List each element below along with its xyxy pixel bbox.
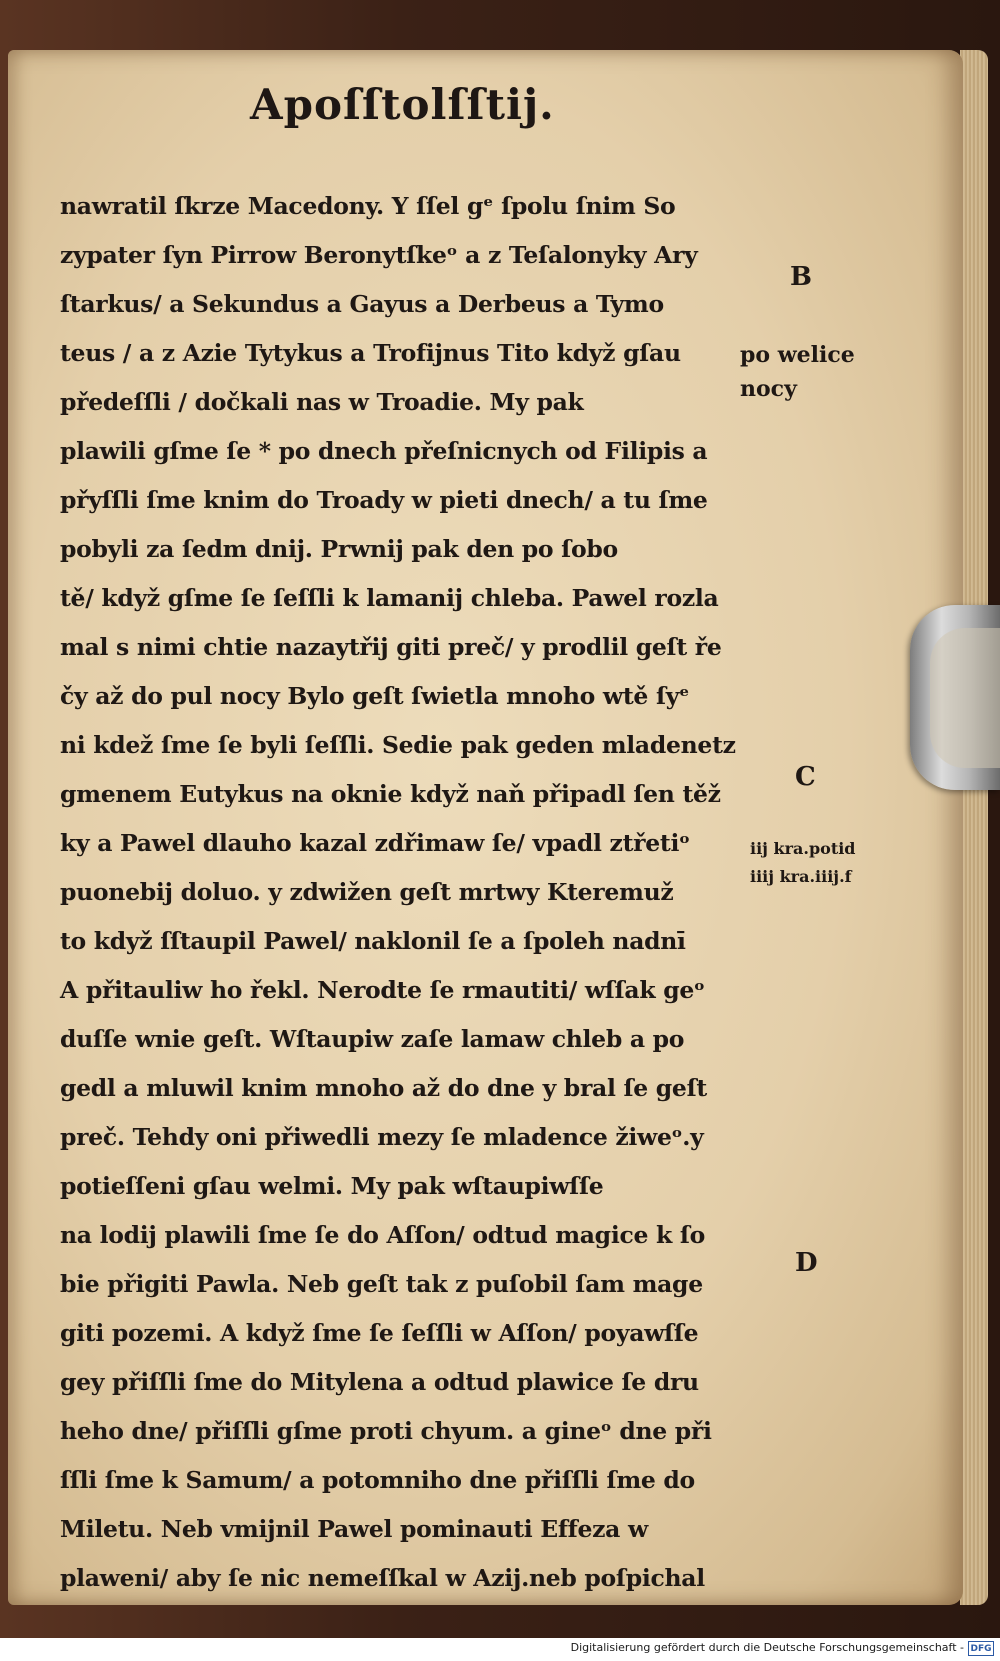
text-line: puonebij doluo. y zdwižen geſt mrtwy Kteremuž xyxy=(60,878,674,906)
text-line: to když ſſtaupil Pawel/ naklonil ſe a ſpoleh nadnī xyxy=(60,927,686,955)
margin-cross-reference xyxy=(750,835,855,891)
margin-note-line: nocy xyxy=(740,376,797,402)
text-line: Miletu. Neb vmijnil Pawel pominauti Effeza w xyxy=(60,1515,648,1543)
margin-ref-line: iiij kra.iiij.f xyxy=(750,867,852,886)
text-line: gey přiſſli ſme do Mitylena a odtud plawice ſe dru xyxy=(60,1368,699,1396)
text-line: přyſſli ſme knim do Troady w pieti dnech/ a tu ſme xyxy=(60,486,708,514)
text-line: preč. Tehdy oni přiwedli mezy ſe mladence žiweᵒ.y xyxy=(60,1123,704,1151)
running-headline: Apoſſtolſſtij. xyxy=(250,80,555,129)
text-line: ſtarkus/ a Sekundus a Gayus a Derbeus a Tymo xyxy=(60,290,664,318)
text-line: heho dne/ přiſſli gſme proti chyum. a gineᵒ dne při xyxy=(60,1417,712,1445)
text-line: zypater ſyn Pirrow Beronytſkeᵒ a z Teſalonyky Ary xyxy=(60,241,698,269)
text-line: giti pozemi. A když ſme ſe ſeſſli w Aſſon/ poyawſſe xyxy=(60,1319,699,1347)
margin-note-velice xyxy=(740,338,855,406)
text-line: plaweni/ aby ſe nic nemeſſkal w Azij.neb poſpichal xyxy=(60,1564,705,1592)
page-clip-shadow xyxy=(930,628,1000,768)
text-line: pobyli za ſedm dnij. Prwnij pak den po ſobo xyxy=(60,535,618,563)
margin-letter-c: C xyxy=(795,762,816,792)
text-line: tě/ když gſme ſe ſeſſli k lamanij chleba. Pawel rozla xyxy=(60,584,719,612)
page-edges xyxy=(960,50,988,1605)
text-line: bie přigiti Pawla. Neb geſt tak z puſobil ſam mage xyxy=(60,1270,703,1298)
text-line: předeſſli / dočkali nas w Troadie. My pak xyxy=(60,388,584,416)
text-line: gedl a mluwil knim mnoho až do dne y bral ſe geſt xyxy=(60,1074,707,1102)
text-line: ſſli ſme k Samum/ a potomniho dne přiſſli ſme do xyxy=(60,1466,695,1494)
text-line: teus / a z Azie Tytykus a Trofijnus Tito když gſau xyxy=(60,339,681,367)
margin-letter-d: D xyxy=(795,1248,818,1278)
text-line: potieſſeni gſau welmi. My pak wſtaupiwſſe xyxy=(60,1172,604,1200)
text-line: gmenem Eutykus na oknie když naň připadl ſen těž xyxy=(60,780,721,808)
text-line: duſſe wnie geſt. Wſtaupiw zaſe lamaw chleb a po xyxy=(60,1025,685,1053)
text-line: nawratil ſkrze Macedony. Y ſſel gᵉ ſpolu ſnim So xyxy=(60,192,676,220)
footer-bar xyxy=(0,1638,1000,1661)
margin-letter-b: B xyxy=(790,262,812,292)
text-line: na lodij plawili ſme ſe do Aſſon/ odtud magice k ſo xyxy=(60,1221,706,1249)
funding-credit: Digitalisierung gefördert durch die Deutsche Forschungsgemeinschaft - xyxy=(570,1641,964,1654)
body-text xyxy=(60,182,760,1603)
text-line: ni kdež ſme ſe byli ſeſſli. Sedie pak geden mladenetz xyxy=(60,731,736,759)
text-line: čy až do pul nocy Bylo geſt ſwietla mnoho wtě ſyᵉ xyxy=(60,682,690,710)
margin-ref-line: iij kra.potid xyxy=(750,839,856,858)
margin-note-line: po welice xyxy=(740,342,855,368)
text-line: plawili gſme ſe * po dnech přeſnicnych od Filipis a xyxy=(60,437,708,465)
text-line: ky a Pawel dlauho kazal zdřimaw ſe/ vpadl ztřetiᵒ xyxy=(60,829,690,857)
text-line: mal s nimi chtie nazaytřij giti preč/ y prodlil geſt ře xyxy=(60,633,722,661)
text-line: A přitauliw ho řekl. Nerodte ſe rmautiti/ wſſak geᵒ xyxy=(60,976,705,1004)
dfg-logo: DFG xyxy=(968,1641,994,1656)
